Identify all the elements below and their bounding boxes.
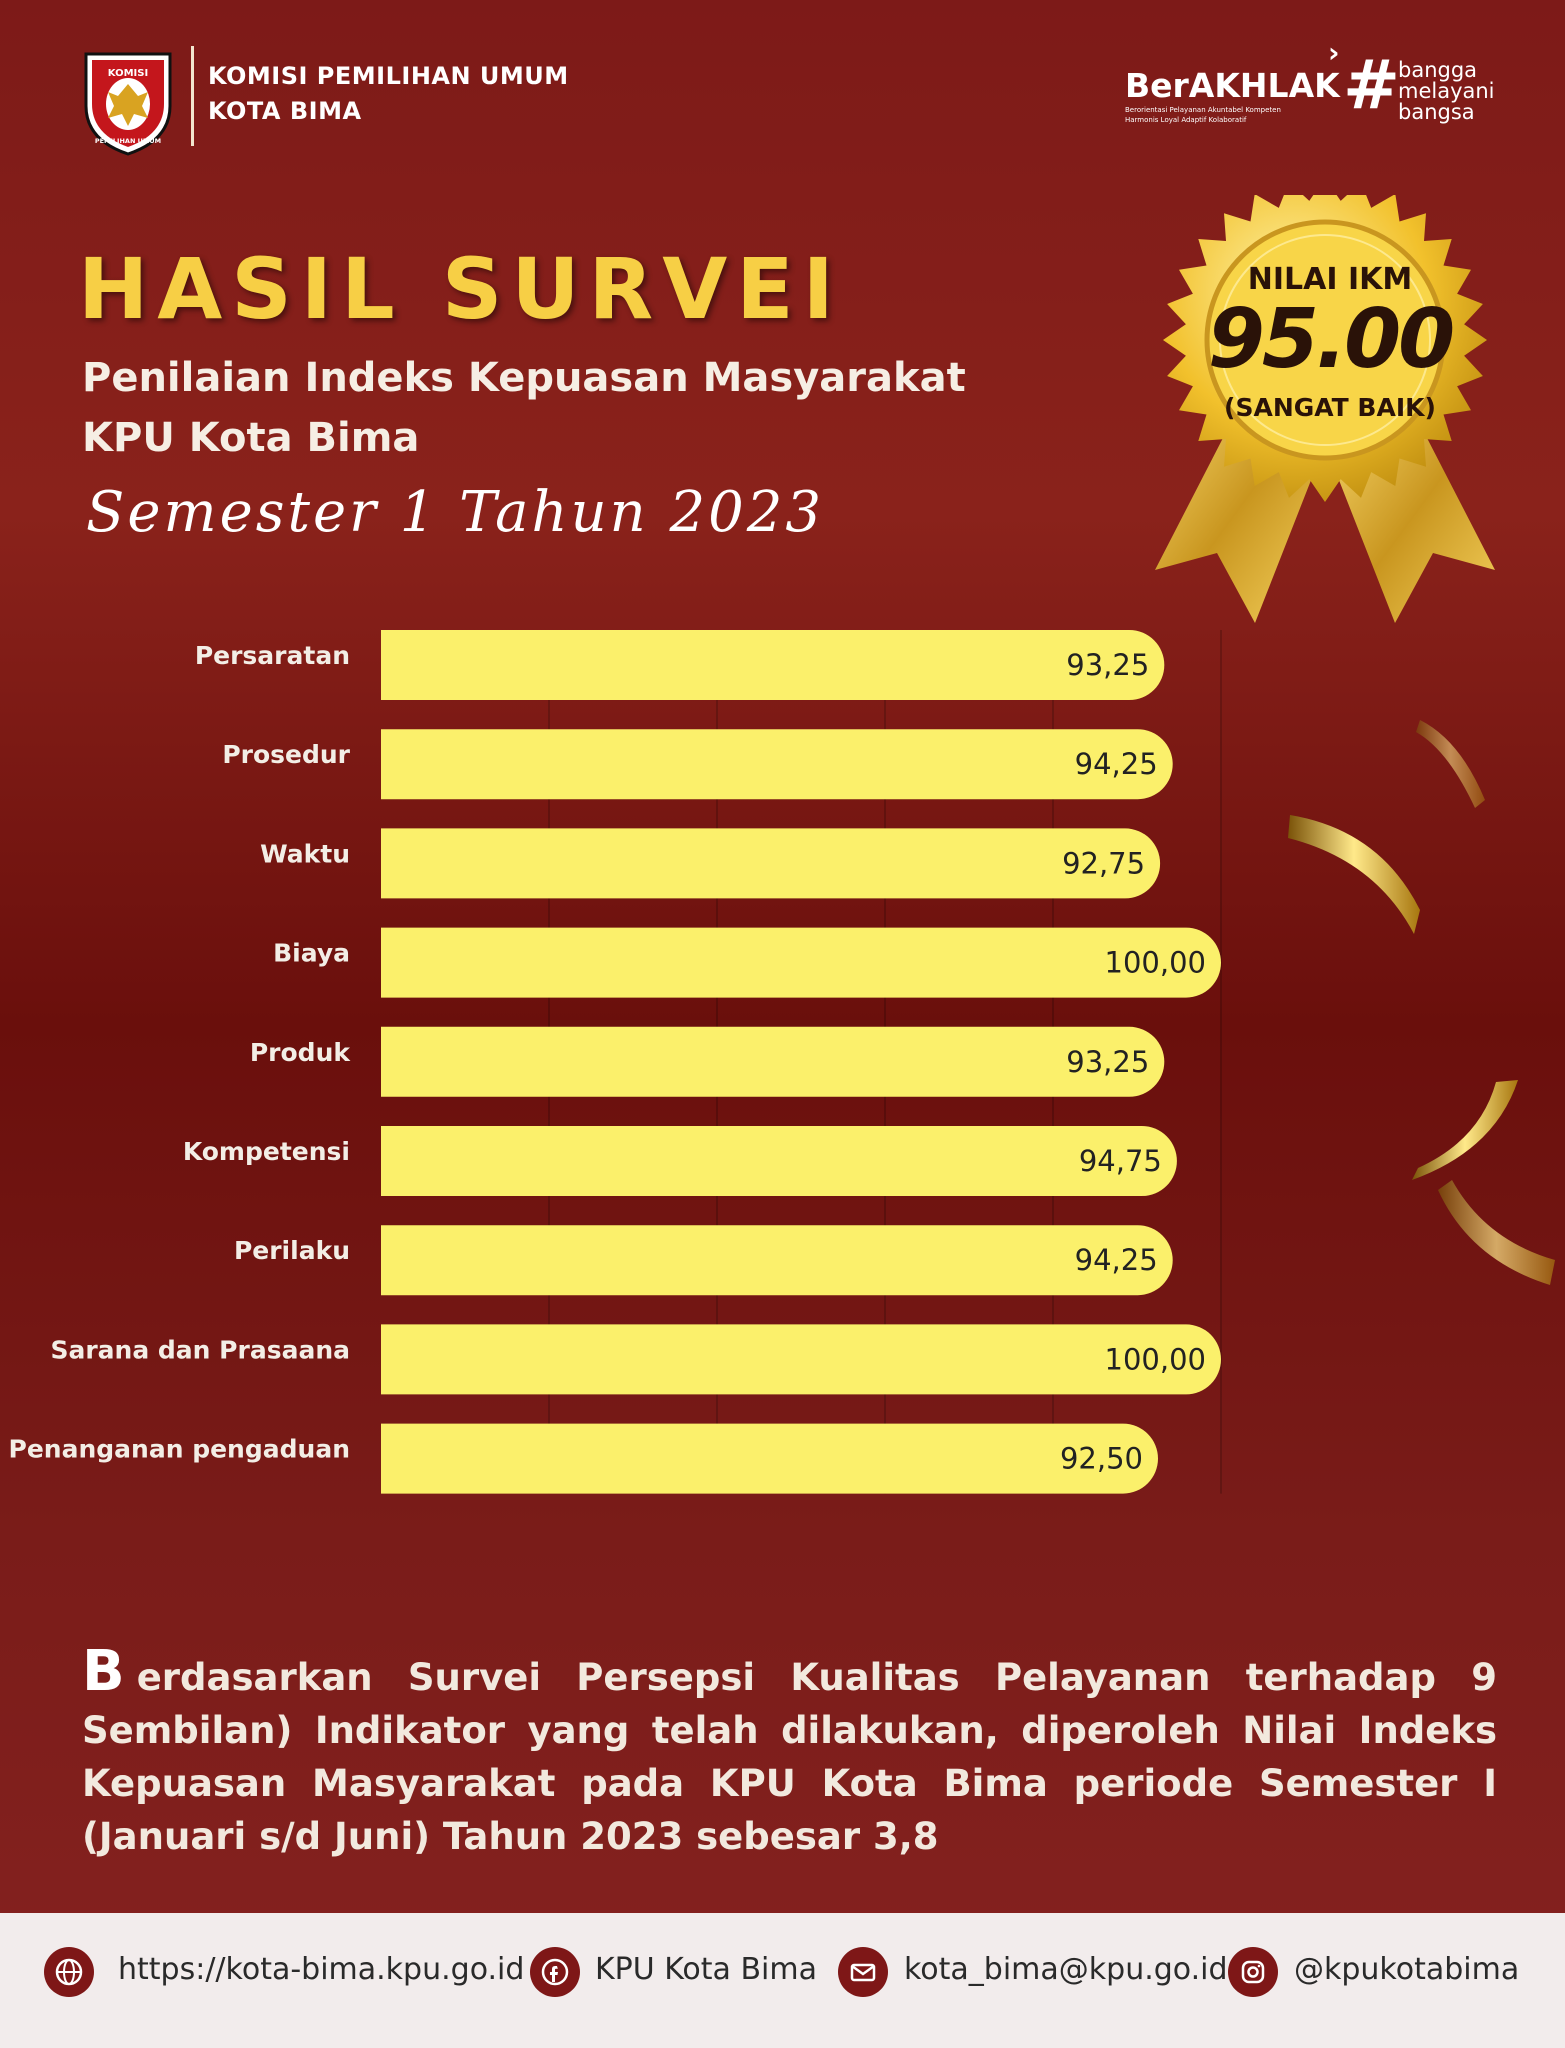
bar-value-label: 93,25 [1066, 648, 1150, 682]
facebook-icon [530, 1947, 580, 1997]
bar-5 [381, 1027, 1164, 1097]
hashtag-word-1: bangga [1398, 58, 1478, 82]
email-link[interactable]: kota_bima@kpu.go.id [904, 1952, 1228, 1987]
bar-value-label: 100,00 [1104, 945, 1206, 980]
hashtag-word-3: bangsa [1398, 100, 1475, 124]
bar-3 [381, 828, 1160, 898]
globe-icon [44, 1947, 94, 1997]
berakhlak-tagline-2: Harmonis Loyal Adaptif Kolaboratif [1125, 116, 1247, 124]
instagram-link[interactable]: @kpukotabima [1294, 1952, 1520, 1987]
mail-icon [838, 1947, 888, 1997]
instagram-icon [1228, 1947, 1278, 1997]
category-label: Waktu [260, 839, 350, 869]
bar-7 [381, 1225, 1173, 1295]
ikm-score: 95.00 [1207, 292, 1453, 387]
page-title: HASIL SURVEI [78, 240, 843, 338]
bar-value-label: 94,75 [1078, 1144, 1162, 1178]
bar-6 [381, 1126, 1177, 1196]
ikm-category: (SANGAT BAIK) [1224, 393, 1436, 422]
bar-value-label: 94,25 [1074, 747, 1158, 782]
bar-2 [381, 729, 1173, 799]
logo-text-bottom: PEMILIHAN UMUM [94, 137, 162, 145]
description-initial: B [82, 1639, 125, 1704]
website-link[interactable]: https://kota-bima.kpu.go.id [118, 1952, 525, 1987]
berakhlak-logo: BerAKHLAK [1125, 66, 1340, 105]
semester-period: Semester 1 Tahun 2023 [86, 480, 825, 545]
category-label: Sarana dan Prasaana [50, 1335, 350, 1365]
bar-value-label: 92,75 [1062, 846, 1146, 881]
category-label: Penanganan pengaduan [8, 1434, 350, 1464]
category-label: Perilaku [233, 1236, 350, 1266]
bar-1 [381, 630, 1164, 700]
bar-8 [381, 1324, 1221, 1394]
category-label: Biaya [273, 938, 350, 968]
subtitle-organization: KPU Kota Bima [82, 415, 420, 461]
bar-9 [381, 1424, 1158, 1494]
facebook-link[interactable]: KPU Kota Bima [595, 1952, 817, 1987]
berakhlak-tagline-1: Berorientasi Pelayanan Akuntabel Kompeten [1125, 106, 1281, 114]
category-label: Prosedur [222, 740, 350, 770]
logo-text-top: KOMISI [107, 68, 149, 79]
bar-value-label: 100,00 [1104, 1342, 1206, 1377]
description-paragraph [82, 1639, 1497, 1863]
hashtag-word-2: melayani [1398, 79, 1495, 103]
bar-4 [381, 928, 1221, 998]
bar-value-label: 94,25 [1074, 1243, 1158, 1278]
bar-value-label: 92,50 [1059, 1441, 1143, 1476]
category-label: Produk [249, 1037, 350, 1067]
ikm-label: NILAI IKM [1247, 262, 1413, 297]
bar-value-label: 93,25 [1066, 1044, 1150, 1079]
description-text: erdasarkan Survei Persepsi Kualitas Pelayanan terhadap 9 Sembilan) Indikator yang telah dilakukan, diperoleh Nilai Indeks Kepuasan Masyarakat pada KPU Kota Bima periode Semester I (Januari s/d Juni) Tahun 2023 sebesar 3,8 [82, 1656, 1497, 1858]
hashtag-icon: # [1343, 46, 1400, 125]
subtitle-survey: Penilaian Indeks Kepuasan Masyarakat [82, 355, 966, 401]
category-label: Kompetensi [182, 1137, 350, 1166]
chevron-icon: › [1328, 36, 1340, 69]
org-city: KOTA BIMA [208, 97, 362, 125]
category-label: Persaratan [194, 641, 350, 670]
org-name: KOMISI PEMILIHAN UMUM [208, 62, 569, 90]
